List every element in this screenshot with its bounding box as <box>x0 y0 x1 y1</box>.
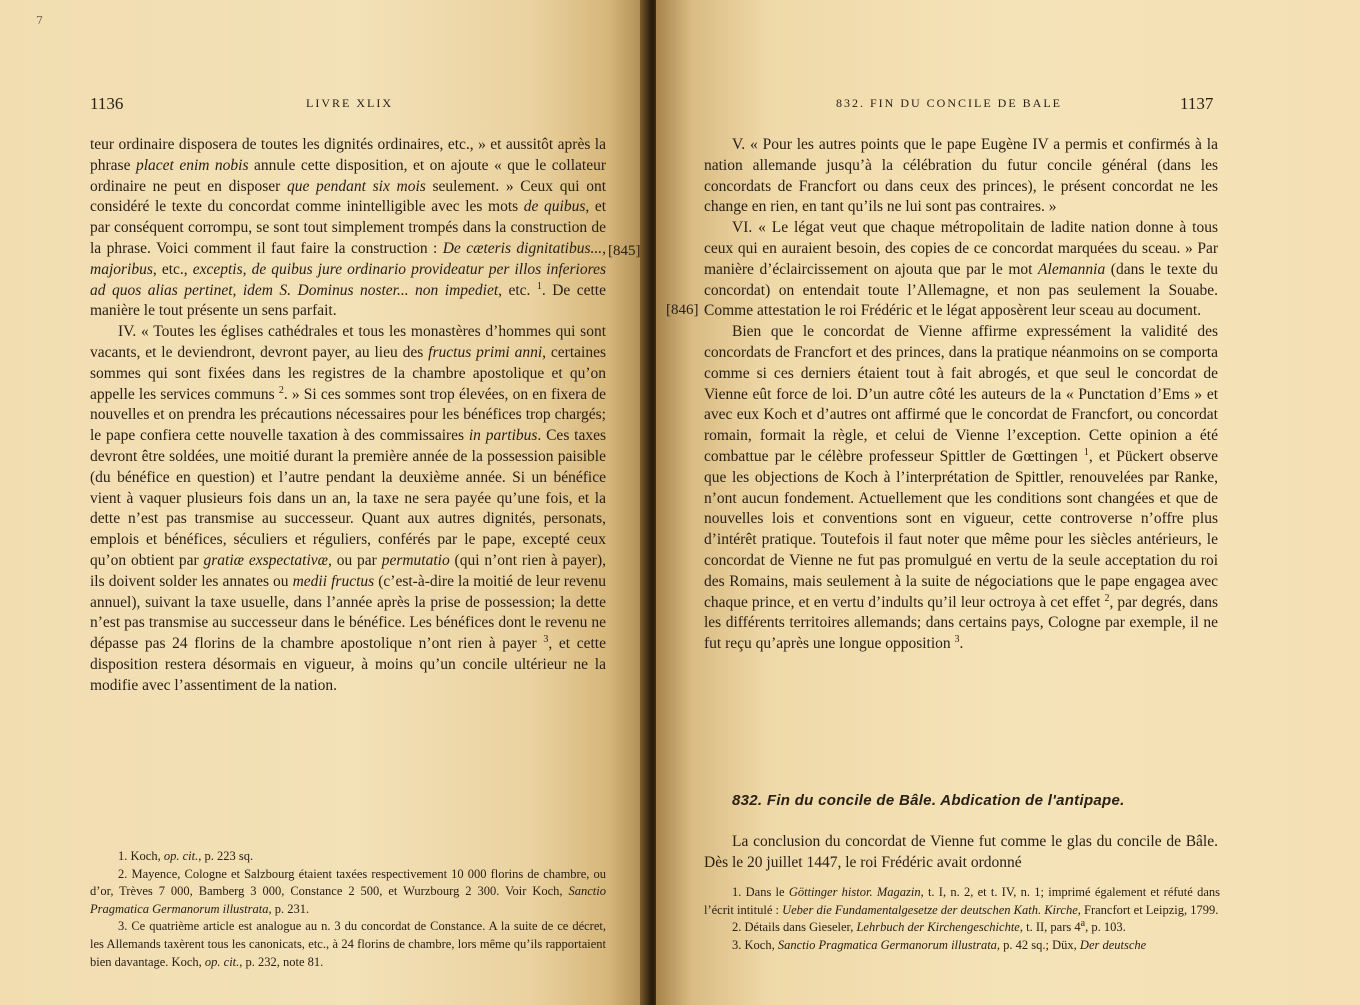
italic-text: in partibus <box>468 427 538 445</box>
text-run: annule cette disposition, et on ajoute « que le collateur ordinaire ne peut en disposer <box>90 156 607 195</box>
italic-text: Lehrbuch der Kirchengeschichte <box>856 920 1020 935</box>
text-run: , p. 103. <box>1085 920 1126 935</box>
text-run: , p. 223 sq. <box>198 849 254 863</box>
italic-text: gratiæ exspectativæ <box>203 551 329 569</box>
text-run: V. « Pour les autres points que le pape Eugène IV a permis et confirmés à la nation allemande jusqu’à la célébration du futur concile général (dans les concordats de Francfort ou dans ceux des princes), le présent concordat ne les change en rien, en tant qu’ils ne lui sont pas contraires. » <box>704 136 1218 216</box>
right-paragraph <box>704 218 1218 322</box>
footnote-marker: 3 <box>543 633 549 645</box>
italic-text: op. cit. <box>163 849 199 863</box>
text-run: , t. II, pars 4 <box>1019 920 1081 935</box>
italic-text: De cæteris dignitatibus..., majoribus <box>90 239 606 278</box>
italic-text: Sanctio Pragmatica Germanorum illustrata <box>90 884 606 916</box>
footnote-marker: 1 <box>1083 446 1089 458</box>
text-run: , p. 231. <box>268 901 310 916</box>
text-run: 3. Ce quatrième article est analogue au n. 3 du concordat de Constance. A la suite de ce décret, les Allemands taxèrent tous les canonicats, etc., à 24 florins de chambre, lors même qu’ils rapportaient bien davantage. Koch, <box>90 919 606 969</box>
text-run: 2. Détails dans Gieseler, <box>732 920 857 935</box>
footnote <box>704 937 1220 955</box>
text-run: Bien que le concordat de Vienne affirme expressément la validité des concordats de Francfort et des princes, dans la pratique néanmoins on se comporta comme si ces derniers étaient tout à fait abrogés, et que seul le concordat de Vienne eût force de loi. D’un autre côté les auteurs de la « Punctation d’Ems » et avec eux Koch et d’autres ont affirmé que le concordat de Francfort, ou concordat romain, formait la règle, et celui de Vienne l’exception. Cette opinion a été combattue par le célèbre professeur Spittler de Gœttingen <box>704 323 1218 465</box>
right-footnotes <box>704 884 1220 954</box>
italic-text: de quibus <box>523 198 586 216</box>
right-paragraph <box>704 135 1218 218</box>
italic-text: Der deutsche <box>1079 937 1147 952</box>
text-run: , ou par <box>328 551 382 569</box>
text-run: . » Si ces sommes sont trop élevées, on en fixera de nouvelles et on prendra les précautions nécessaires pour les bénéfices trop chargés; le pape confiera cette nouvelle taxation à des commissaires <box>90 385 606 445</box>
footnote-marker: 1 <box>536 280 542 292</box>
text-run: , etc., <box>152 260 193 278</box>
text-run: . Ces taxes devront être soldées, une moitié durant la première année de la possession paisible (du bénéfice en question) et l’autre pendant la deuxième année. Si un bénéfice vient à vaquer plusieurs fois dans un an, la taxe ne sera payée qu’une fois, et la dette n’est pas transmise au successeur. Quant aux autres dignités, personats, emplois et bénéfices, séculiers et réguliers, conférés par le pape, excepté ceux qu’on obtient par <box>90 427 606 569</box>
text-run: 3. Koch, <box>732 937 778 952</box>
text-run: IV. « Toutes les églises cathédrales et tous les monastères d’hommes qui sont vacants, et le deviendront, devront payer, au lieu des <box>90 323 606 361</box>
footnote-marker: 2 <box>278 384 284 396</box>
left-paragraph <box>90 322 606 696</box>
text-run: 1. Koch, <box>118 849 164 863</box>
text-run: teur ordinaire disposera de toutes les dignités ordinaires, etc., » et aussitôt après la phrase <box>90 136 606 174</box>
footnote <box>704 919 1220 937</box>
footnote <box>90 918 606 971</box>
corner-mark: 7 <box>36 14 43 27</box>
text-run: 2. Mayence, Cologne et Salzbourg étaient taxées respectivement 10 000 florins de chambre, ou d’or, Trèves 7 000, Bamberg 3 000, Constance 2 500, et Wurzbourg 2 300. Voir Koch, <box>90 866 606 899</box>
text-run: VI. « Le légat veut que chaque métropolitain de ladite nation donne à tous ceux qui en auraient besoin, des copies de ce concordat marquées du sceau. » Par manière d’éclaircissement on ajouta que par le mot <box>704 219 1218 278</box>
italic-text: permutatio <box>381 551 450 569</box>
left-paragraph <box>90 135 606 322</box>
right-body-text <box>704 135 1218 655</box>
left-running-head: LIVRE XLIX <box>306 96 393 110</box>
text-run: , et Pückert observe que les objections de Koch à l’interprétation de Spittler, renouvelées par Ranke, n’ont aucun fondement. Actuellement que les conditions sont changées et que de nouvelles lois et conventions sont en vigueur, cette controverse n’offre plus d’intérêt pratique. Toutefois il faut noter que même pour les siècles antérieurs, le concordat de Vienne ne fut pas promulgué en vertu de la seule acceptation du roi des Romains, mais seulement à la suite de négociations que le pape engagea avec chaque prince, et en vertu d’indults qu’il leur octroya à cet effet <box>704 447 1218 611</box>
italic-text: Alemannia <box>1038 260 1106 278</box>
text-run: , p. 232, note 81. <box>239 954 324 969</box>
left-page <box>0 0 648 1005</box>
left-page-number: 1136 <box>90 94 124 113</box>
italic-text: op. cit. <box>204 954 240 969</box>
italic-text: placet enim nobis <box>135 156 249 174</box>
text-run: , etc. <box>498 281 537 299</box>
footnote-marker: a <box>1080 918 1086 930</box>
section-body-text <box>704 832 1218 874</box>
text-run: La conclusion du concordat de Vienne fut comme le glas du concile de Bâle. Dès le 20 juillet 1447, le roi Frédéric avait ordonné <box>704 833 1218 871</box>
right-page-number: 1137 <box>1180 94 1214 113</box>
italic-text: exceptis, de quibus jure ordinario provideatur per illos inferiores ad quos alias pertinet, idem S. Dominus noster... non impediet <box>90 260 606 299</box>
text-run: , certaines sommes qui sont fixées dans les registres de la chambre apostolique et qu’on appelle les services communs <box>90 343 606 403</box>
text-run: , Francfort et Leipzig, 1799. <box>1077 902 1219 917</box>
text-run: , par degrés, dans les différents territoires allemands; dans certains pays, Cologne par exemple, il ne fut reçu qu’après une longue opposition <box>704 593 1219 653</box>
text-run: (qui n’ont rien à payer), ils doivent solder les annates ou <box>90 551 606 590</box>
section-paragraph <box>704 832 1218 874</box>
text-run: , t. I, n. 2, et t. IV, n. 1; imprimé également et réfuté dans l’écrit intitulé : <box>704 885 1220 917</box>
right-paragraph <box>704 322 1218 655</box>
text-run: (c’est-à-dire la moitié de leur revenu annuel), suivant la taxe usuelle, dans l’année après la prise de possession; la dette n’est pas transmise au successeur dans le bénéfice. Les bénéfices dont le revenu ne dépasse pas 24 florins de la chambre apostolique n’ont rien à payer <box>90 572 606 653</box>
text-run: (dans le texte du concordat) on entendait toute l’Allemagne, et non pas seulement la Souabe. Comme attestation le roi Frédéric et le légat apposèrent leur sceau au document. <box>704 260 1219 320</box>
margin-reference-846: [846] <box>666 302 699 318</box>
italic-text: Ueber die Fundamentalgesetze der deutschen Kath. Kirche <box>782 902 1078 917</box>
italic-text: Sanctio Pragmatica Germanorum illustrata <box>777 937 997 952</box>
text-run: , p. 42 sq.; Düx, <box>996 937 1080 952</box>
italic-text: Göttinger histor. Magazin <box>788 885 921 899</box>
text-run: 1. Dans le <box>732 885 789 899</box>
text-run: , et cette disposition restera désormais en vigueur, à moins qu’un concile ultérieur ne la modifie avec l’assentiment de la nation. <box>90 635 606 694</box>
footnote-marker: 3 <box>954 633 960 645</box>
footnote <box>704 884 1220 919</box>
italic-text: medii fructus <box>292 572 375 590</box>
right-running-head: 832. FIN DU CONCILE DE BALE <box>836 96 1062 110</box>
section-title: 832. Fin du concile de Bâle. Abdication de l'antipape. <box>732 792 1125 809</box>
footnote-marker: 2 <box>1104 592 1110 604</box>
footnote <box>90 866 606 919</box>
footnote <box>90 848 606 866</box>
text-run: , et par conséquent corrompu, se sont tout simplement trompés dans la construction de la phrase. Voici comment il faut faire la construction : <box>90 198 607 257</box>
italic-text: fructus primi anni <box>428 343 543 361</box>
left-footnotes <box>90 848 606 971</box>
text-run: . De cette manière le tout présente un sens parfait. <box>90 281 606 320</box>
italic-text: que pendant six mois <box>286 177 426 195</box>
margin-reference-845: [845] <box>608 243 641 259</box>
text-run: seulement. » Ceux qui ont considéré le texte du concordat comme inintelligible avec les mots <box>90 177 606 216</box>
text-run: . <box>959 635 964 653</box>
left-body-text <box>90 135 606 697</box>
